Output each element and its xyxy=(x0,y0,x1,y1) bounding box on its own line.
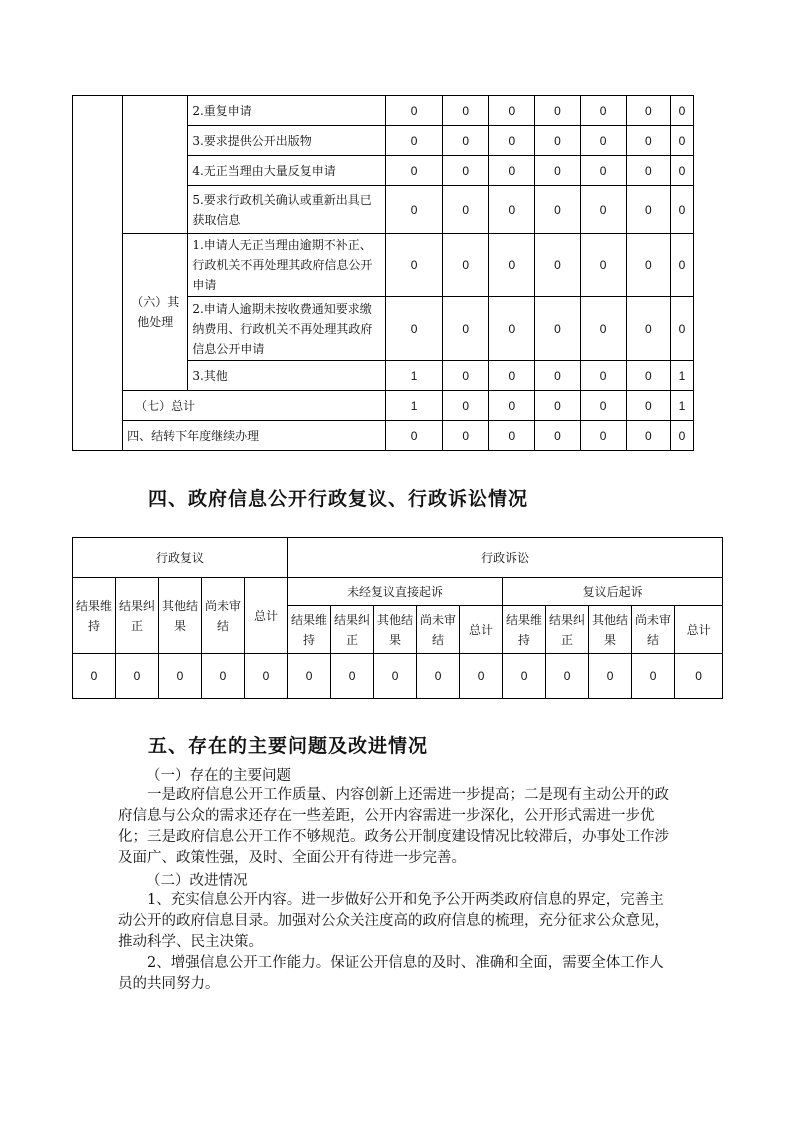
value-cell: 0 xyxy=(626,421,670,451)
value-cell: 0 xyxy=(632,654,675,699)
col-header: 结果维持 xyxy=(73,578,116,654)
value-cell: 0 xyxy=(580,126,626,156)
value-cell: 0 xyxy=(580,297,626,361)
value-cell: 0 xyxy=(670,421,693,451)
value-cell: 0 xyxy=(589,654,632,699)
col-header: 总计 xyxy=(460,606,503,654)
value-cell: 0 xyxy=(626,234,670,297)
value-cell: 0 xyxy=(489,186,535,234)
after-review-header: 复议后起诉 xyxy=(503,578,723,606)
value-cell: 0 xyxy=(417,654,460,699)
value-cell: 1 xyxy=(670,391,693,421)
value-cell: 0 xyxy=(489,391,535,421)
row-label: 3.要求提供公开出版物 xyxy=(188,126,386,156)
value-cell: 0 xyxy=(626,186,670,234)
col-header: 尚未审结 xyxy=(417,606,460,654)
col-header: 结果纠正 xyxy=(331,606,374,654)
col-header: 尚未审结 xyxy=(632,606,675,654)
value-cell: 0 xyxy=(535,156,580,186)
value-row xyxy=(73,654,723,699)
value-cell: 0 xyxy=(489,96,535,126)
value-cell: 0 xyxy=(503,654,546,699)
value-cell: 0 xyxy=(670,186,693,234)
value-cell: 0 xyxy=(460,654,503,699)
col-header: 结果纠正 xyxy=(116,578,159,654)
outer-category-cell xyxy=(73,96,123,451)
value-cell: 1 xyxy=(385,391,442,421)
row-label: 4.无正当理由大量反复申请 xyxy=(188,156,386,186)
value-cell: 0 xyxy=(245,654,288,699)
value-cell: 0 xyxy=(535,391,580,421)
value-cell: 0 xyxy=(443,126,489,156)
value-cell: 0 xyxy=(580,186,626,234)
value-cell: 0 xyxy=(535,186,580,234)
value-cell: 0 xyxy=(670,126,693,156)
value-cell: 0 xyxy=(443,234,489,297)
header-row xyxy=(73,578,723,606)
row-label: 5.要求行政机关确认或重新出具已获取信息 xyxy=(188,186,386,234)
value-cell: 0 xyxy=(385,156,442,186)
col-header: 总计 xyxy=(245,578,288,654)
value-cell: 0 xyxy=(202,654,245,699)
application-handling-table xyxy=(72,95,694,451)
value-cell: 0 xyxy=(385,96,442,126)
value-cell: 0 xyxy=(626,297,670,361)
paragraph-improvement-1: 1、充实信息公开内容。进一步做好公开和免予公开两类政府信息的界定，完善主动公开的政府信息目录。加强对公众关注度高的政府信息的梳理，充分征求公众意见，推动科学、民主决策。 xyxy=(118,892,669,950)
value-cell: 0 xyxy=(489,126,535,156)
value-cell: 1 xyxy=(385,361,442,391)
value-cell: 0 xyxy=(73,654,116,699)
value-cell: 0 xyxy=(385,126,442,156)
value-cell: 0 xyxy=(443,421,489,451)
subheading-problems: （一）存在的主要问题 xyxy=(146,768,291,784)
category-other-cell: （六）其他处理 xyxy=(123,234,188,391)
value-cell: 0 xyxy=(535,361,580,391)
value-cell: 0 xyxy=(443,391,489,421)
value-cell: 0 xyxy=(580,361,626,391)
value-cell: 0 xyxy=(489,421,535,451)
row-label: 2.申请人逾期未按收费通知要求缴纳费用、行政机关不再处理其政府信息公开申请 xyxy=(188,297,386,361)
value-cell: 0 xyxy=(670,234,693,297)
value-cell: 0 xyxy=(159,654,202,699)
value-cell: 0 xyxy=(670,156,693,186)
category-cell xyxy=(123,96,188,234)
value-cell: 0 xyxy=(535,126,580,156)
paragraph-improvement-2: 2、增强信息公开工作能力。保证公开信息的及时、准确和全面，需要全体工作人员的共同努力。 xyxy=(118,955,664,992)
value-cell: 0 xyxy=(626,391,670,421)
value-cell: 0 xyxy=(489,156,535,186)
paragraph-problems: 一是政府信息公开工作质量、内容创新上还需进一步提高；二是现有主动公开的政府信息与公众的需求还存在一些差距，公开内容需进一步深化，公开形式需进一步优化；三是政府信息公开工作不够规范。政务公开制度建设情况比较滞后，办事处工作涉及面广、政策性强，及时、全面公开有待进一步完善。 xyxy=(118,787,669,866)
table-row xyxy=(73,96,694,126)
total-label: （七）总计 xyxy=(123,391,386,421)
section4-title: 四、政府信息公开行政复议、行政诉讼情况 xyxy=(148,488,529,510)
value-cell: 0 xyxy=(288,654,331,699)
row-label: 1.申请人无正当理由逾期不补正、行政机关不再处理其政府信息公开申请 xyxy=(188,234,386,297)
value-cell: 0 xyxy=(546,654,589,699)
col-header: 其他结果 xyxy=(589,606,632,654)
value-cell: 0 xyxy=(535,421,580,451)
value-cell: 0 xyxy=(535,234,580,297)
col-header: 结果维持 xyxy=(503,606,546,654)
col-header: 其他结果 xyxy=(374,606,417,654)
value-cell: 1 xyxy=(670,361,693,391)
value-cell: 0 xyxy=(670,297,693,361)
value-cell: 0 xyxy=(443,297,489,361)
value-cell: 0 xyxy=(443,186,489,234)
value-cell: 0 xyxy=(626,96,670,126)
admin-review-header: 行政复议 xyxy=(73,538,288,578)
admin-lawsuit-header: 行政诉讼 xyxy=(288,538,723,578)
value-cell: 0 xyxy=(535,297,580,361)
value-cell: 0 xyxy=(385,297,442,361)
value-cell: 0 xyxy=(443,156,489,186)
value-cell: 0 xyxy=(331,654,374,699)
col-header: 尚未审结 xyxy=(202,578,245,654)
value-cell: 0 xyxy=(670,96,693,126)
subheading-improvements: （二）改进情况 xyxy=(146,873,248,889)
value-cell: 0 xyxy=(489,234,535,297)
col-header: 结果纠正 xyxy=(546,606,589,654)
value-cell: 0 xyxy=(385,186,442,234)
value-cell: 0 xyxy=(489,361,535,391)
carry-over-row xyxy=(73,421,694,451)
value-cell: 0 xyxy=(580,391,626,421)
value-cell: 0 xyxy=(580,96,626,126)
value-cell: 0 xyxy=(626,361,670,391)
section5-title: 五、存在的主要问题及改进情况 xyxy=(148,735,429,757)
value-cell: 0 xyxy=(385,234,442,297)
row-label: 3.其他 xyxy=(188,361,386,391)
col-header: 总计 xyxy=(675,606,723,654)
carry-over-label: 四、结转下年度继续办理 xyxy=(123,421,386,451)
total-row xyxy=(73,391,694,421)
value-cell: 0 xyxy=(385,421,442,451)
value-cell: 0 xyxy=(580,156,626,186)
table-row xyxy=(73,234,694,297)
review-lawsuit-table xyxy=(72,537,723,699)
row-label: 2.重复申请 xyxy=(188,96,386,126)
value-cell: 0 xyxy=(443,96,489,126)
value-cell: 0 xyxy=(535,96,580,126)
col-header: 结果维持 xyxy=(288,606,331,654)
value-cell: 0 xyxy=(374,654,417,699)
value-cell: 0 xyxy=(489,297,535,361)
col-header: 其他结果 xyxy=(159,578,202,654)
value-cell: 0 xyxy=(626,156,670,186)
value-cell: 0 xyxy=(443,361,489,391)
value-cell: 0 xyxy=(580,234,626,297)
value-cell: 0 xyxy=(580,421,626,451)
header-row xyxy=(73,538,723,578)
value-cell: 0 xyxy=(626,126,670,156)
value-cell: 0 xyxy=(675,654,723,699)
value-cell: 0 xyxy=(116,654,159,699)
direct-suit-header: 未经复议直接起诉 xyxy=(288,578,503,606)
